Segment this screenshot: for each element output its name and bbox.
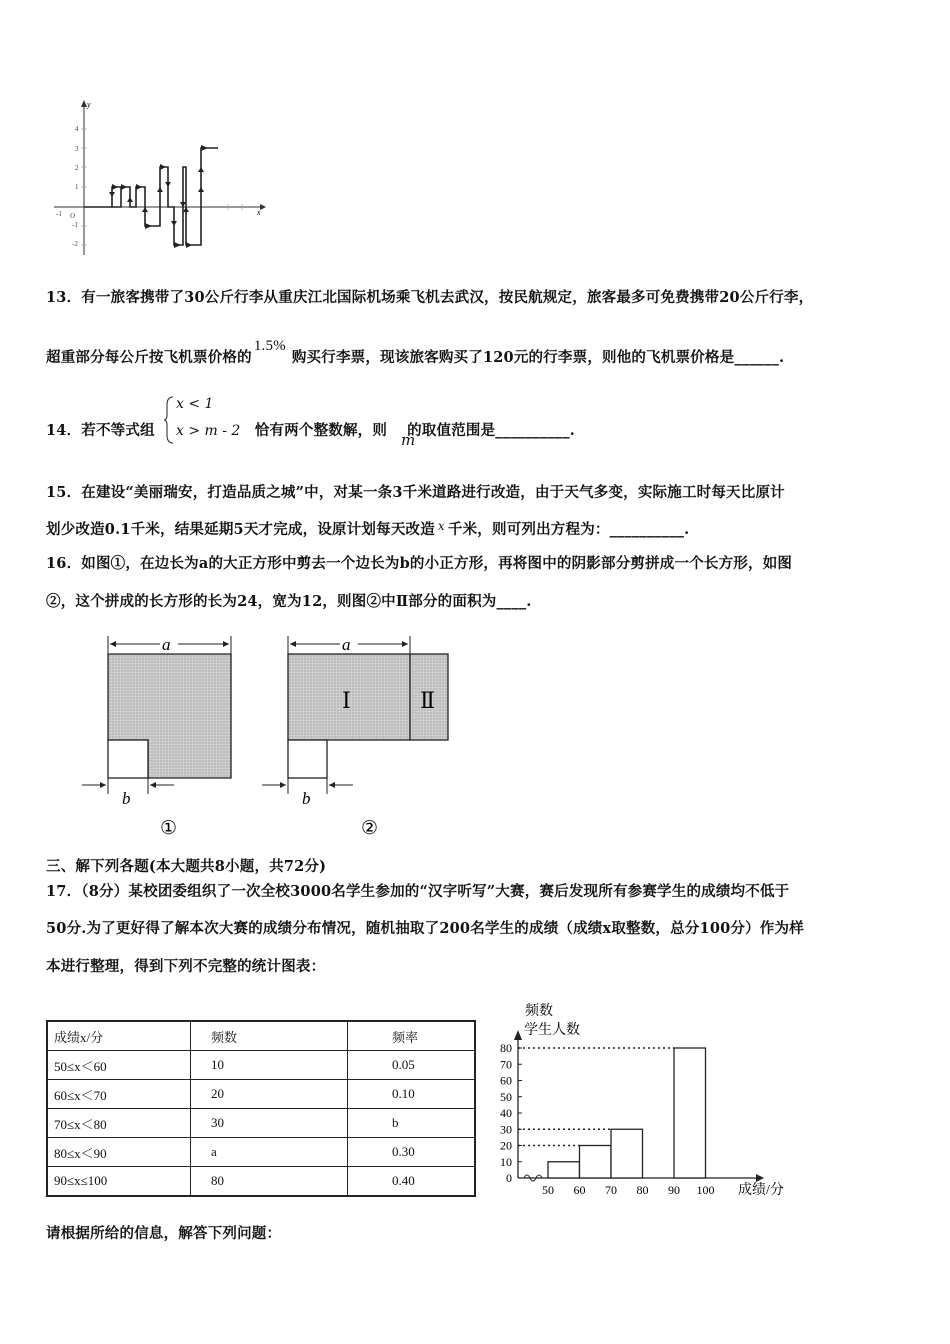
table-row — [47, 1138, 475, 1167]
y-tick-label: 0 — [506, 1171, 512, 1185]
question-13-line1: 13．有一旅客携带了30公斤行李从重庆江北国际机场乘飞机去武汉，按民航规定，旅客最多可免费携带20公斤行李， — [46, 289, 814, 306]
table-row — [47, 1109, 475, 1138]
table-cell: 0.05 — [348, 1051, 476, 1080]
section-3-heading: 三、解下列各题(本大题共8小题，共72分) — [46, 858, 327, 875]
x-tick: -1 — [56, 210, 62, 218]
score-histogram — [488, 998, 808, 1203]
table-cell: 0.40 — [348, 1167, 476, 1197]
y-tick-label: 80 — [500, 1041, 512, 1055]
part-1-label: Ⅰ — [342, 688, 351, 713]
table-cell: 30 — [191, 1109, 348, 1138]
brace-icon — [163, 395, 175, 445]
y-tick-label: 40 — [500, 1106, 512, 1120]
step-path — [84, 148, 218, 245]
question-17-line1: 17．（8分）某校团委组织了一次全校3000名学生参加的“汉字听写”大赛，赛后发现所有参赛学生的成绩均不低于 — [46, 883, 790, 900]
question-16-line1: 16．如图①，在边长为a的大正方形中剪去一个边长为b的小正方形，再将图中的阴影部分剪拼成一个长方形，如图 — [46, 555, 793, 572]
q13-percent: 1.5% — [253, 338, 286, 354]
table-cell: 20 — [191, 1080, 348, 1109]
question-15-line1: 15．在建设“美丽瑞安，打造品质之城”中，对某一条3千米道路进行改造，由于天气多变，实际施工时每天比原计 — [46, 484, 785, 501]
table-cell: 0.10 — [348, 1080, 476, 1109]
y-tick: 3 — [75, 145, 79, 153]
y-tick-label: 30 — [500, 1122, 512, 1137]
step-function-graph — [46, 95, 276, 265]
question-15-line2 — [46, 518, 689, 539]
table-cell: 10 — [191, 1051, 348, 1080]
score-frequency-table — [46, 1020, 476, 1197]
y-tick: -2 — [72, 240, 78, 248]
x-tick-label: 80 — [636, 1183, 649, 1197]
table-cell: 80 — [191, 1167, 348, 1197]
y-tick: 4 — [75, 125, 79, 133]
table-header: 频率 — [348, 1021, 476, 1051]
y-tick: 1 — [75, 183, 79, 191]
x-axis-arrow — [756, 1174, 764, 1182]
y-tick: -1 — [72, 221, 78, 229]
histogram-bar — [674, 1048, 706, 1178]
x-tick-label: 90 — [668, 1183, 680, 1197]
part-2-label: Ⅱ — [420, 688, 435, 713]
q15-text-a: 划少改造0.1千米，结果延期5天才完成，设原计划每天改造 — [46, 521, 435, 538]
fig2-label-b: b — [302, 789, 311, 808]
x-tick-label: 100 — [696, 1183, 715, 1197]
chart-title: 频数 — [525, 1004, 553, 1019]
fig2-label-a: a — [342, 635, 351, 654]
table-header: 频数 — [191, 1021, 348, 1051]
question-16-line2: ②，这个拼成的长方形的长为24，宽为12，则图②中Ⅱ部分的面积为____. — [46, 593, 532, 610]
origin-label: O — [70, 212, 76, 220]
fig1-label-b: b — [122, 789, 131, 808]
table-cell: 90≤x≤100 — [47, 1167, 191, 1197]
histogram-bar — [548, 1162, 580, 1178]
table-row — [47, 1080, 475, 1109]
q14-prefix: 14．若不等式组 — [46, 422, 155, 439]
chart-xlabel: 成绩/分 — [738, 1183, 784, 1198]
y-axis-label: y — [87, 100, 91, 109]
x-tick-label: 50 — [542, 1183, 554, 1197]
table-cell: 80≤x＜90 — [47, 1138, 191, 1167]
q14-middle: 恰有两个整数解，则 — [254, 422, 388, 439]
y-tick: 2 — [75, 164, 79, 172]
q14-suffix: 的取值范围是__________. — [407, 422, 576, 439]
table-cell: 70≤x＜80 — [47, 1109, 191, 1138]
table-header: 成绩x/分 — [47, 1021, 191, 1051]
x-axis-label: x — [257, 208, 261, 217]
chart-ylabel: 学生人数 — [524, 1023, 580, 1038]
table-cell: b — [348, 1109, 476, 1138]
q14-inequality-2: x > m - 2 — [176, 423, 241, 439]
q13-text-a: 超重部分每公斤按飞机票价格的 — [46, 349, 252, 366]
y-tick-label: 10 — [500, 1154, 512, 1169]
q14-inequality-1: x < 1 — [176, 396, 214, 412]
table-cell: 0.30 — [348, 1138, 476, 1167]
question-13-line2 — [46, 338, 785, 367]
q14-var-m: m — [401, 431, 416, 449]
histogram-bar — [611, 1129, 643, 1178]
table-cell: a — [191, 1138, 348, 1167]
question-17-line3: 本进行整理，得到下列不完整的统计图表： — [46, 958, 326, 975]
figure-2 — [262, 635, 448, 839]
question-17-line2: 50分.为了更好得了解本次大赛的成绩分布情况，随机抽取了200名学生的成绩（成绩x取整数，总分100分）作为样 — [46, 920, 804, 937]
fig1-caption: ① — [160, 818, 178, 839]
y-axis-arrow — [514, 1030, 522, 1040]
table-row — [47, 1167, 475, 1197]
x-tick-label: 70 — [605, 1183, 617, 1197]
figure-1 — [82, 635, 231, 839]
fig2-caption: ② — [361, 818, 379, 839]
histogram-bar — [580, 1146, 612, 1179]
square-figures — [70, 628, 470, 843]
q13-text-b: 购买行李票，现该旅客购买了120元的行李票，则他的飞机票价格是______. — [291, 349, 785, 366]
q15-text-b: 千米，则可列出方程为：__________. — [447, 521, 690, 538]
table-row — [47, 1051, 475, 1080]
q15-var-x: x — [437, 519, 445, 533]
y-tick-label: 70 — [500, 1057, 512, 1072]
y-tick-label: 20 — [500, 1138, 512, 1153]
table-cell: 50≤x＜60 — [47, 1051, 191, 1080]
question-14 — [46, 419, 575, 440]
table-header-row — [47, 1021, 475, 1051]
footer-prompt: 请根据所给的信息，解答下列问题： — [46, 1225, 282, 1242]
fig1-label-a: a — [162, 635, 171, 654]
table-cell: 60≤x＜70 — [47, 1080, 191, 1109]
y-tick-label: 50 — [500, 1089, 512, 1104]
y-tick-label: 60 — [500, 1073, 512, 1088]
x-tick-label: 60 — [573, 1183, 586, 1197]
